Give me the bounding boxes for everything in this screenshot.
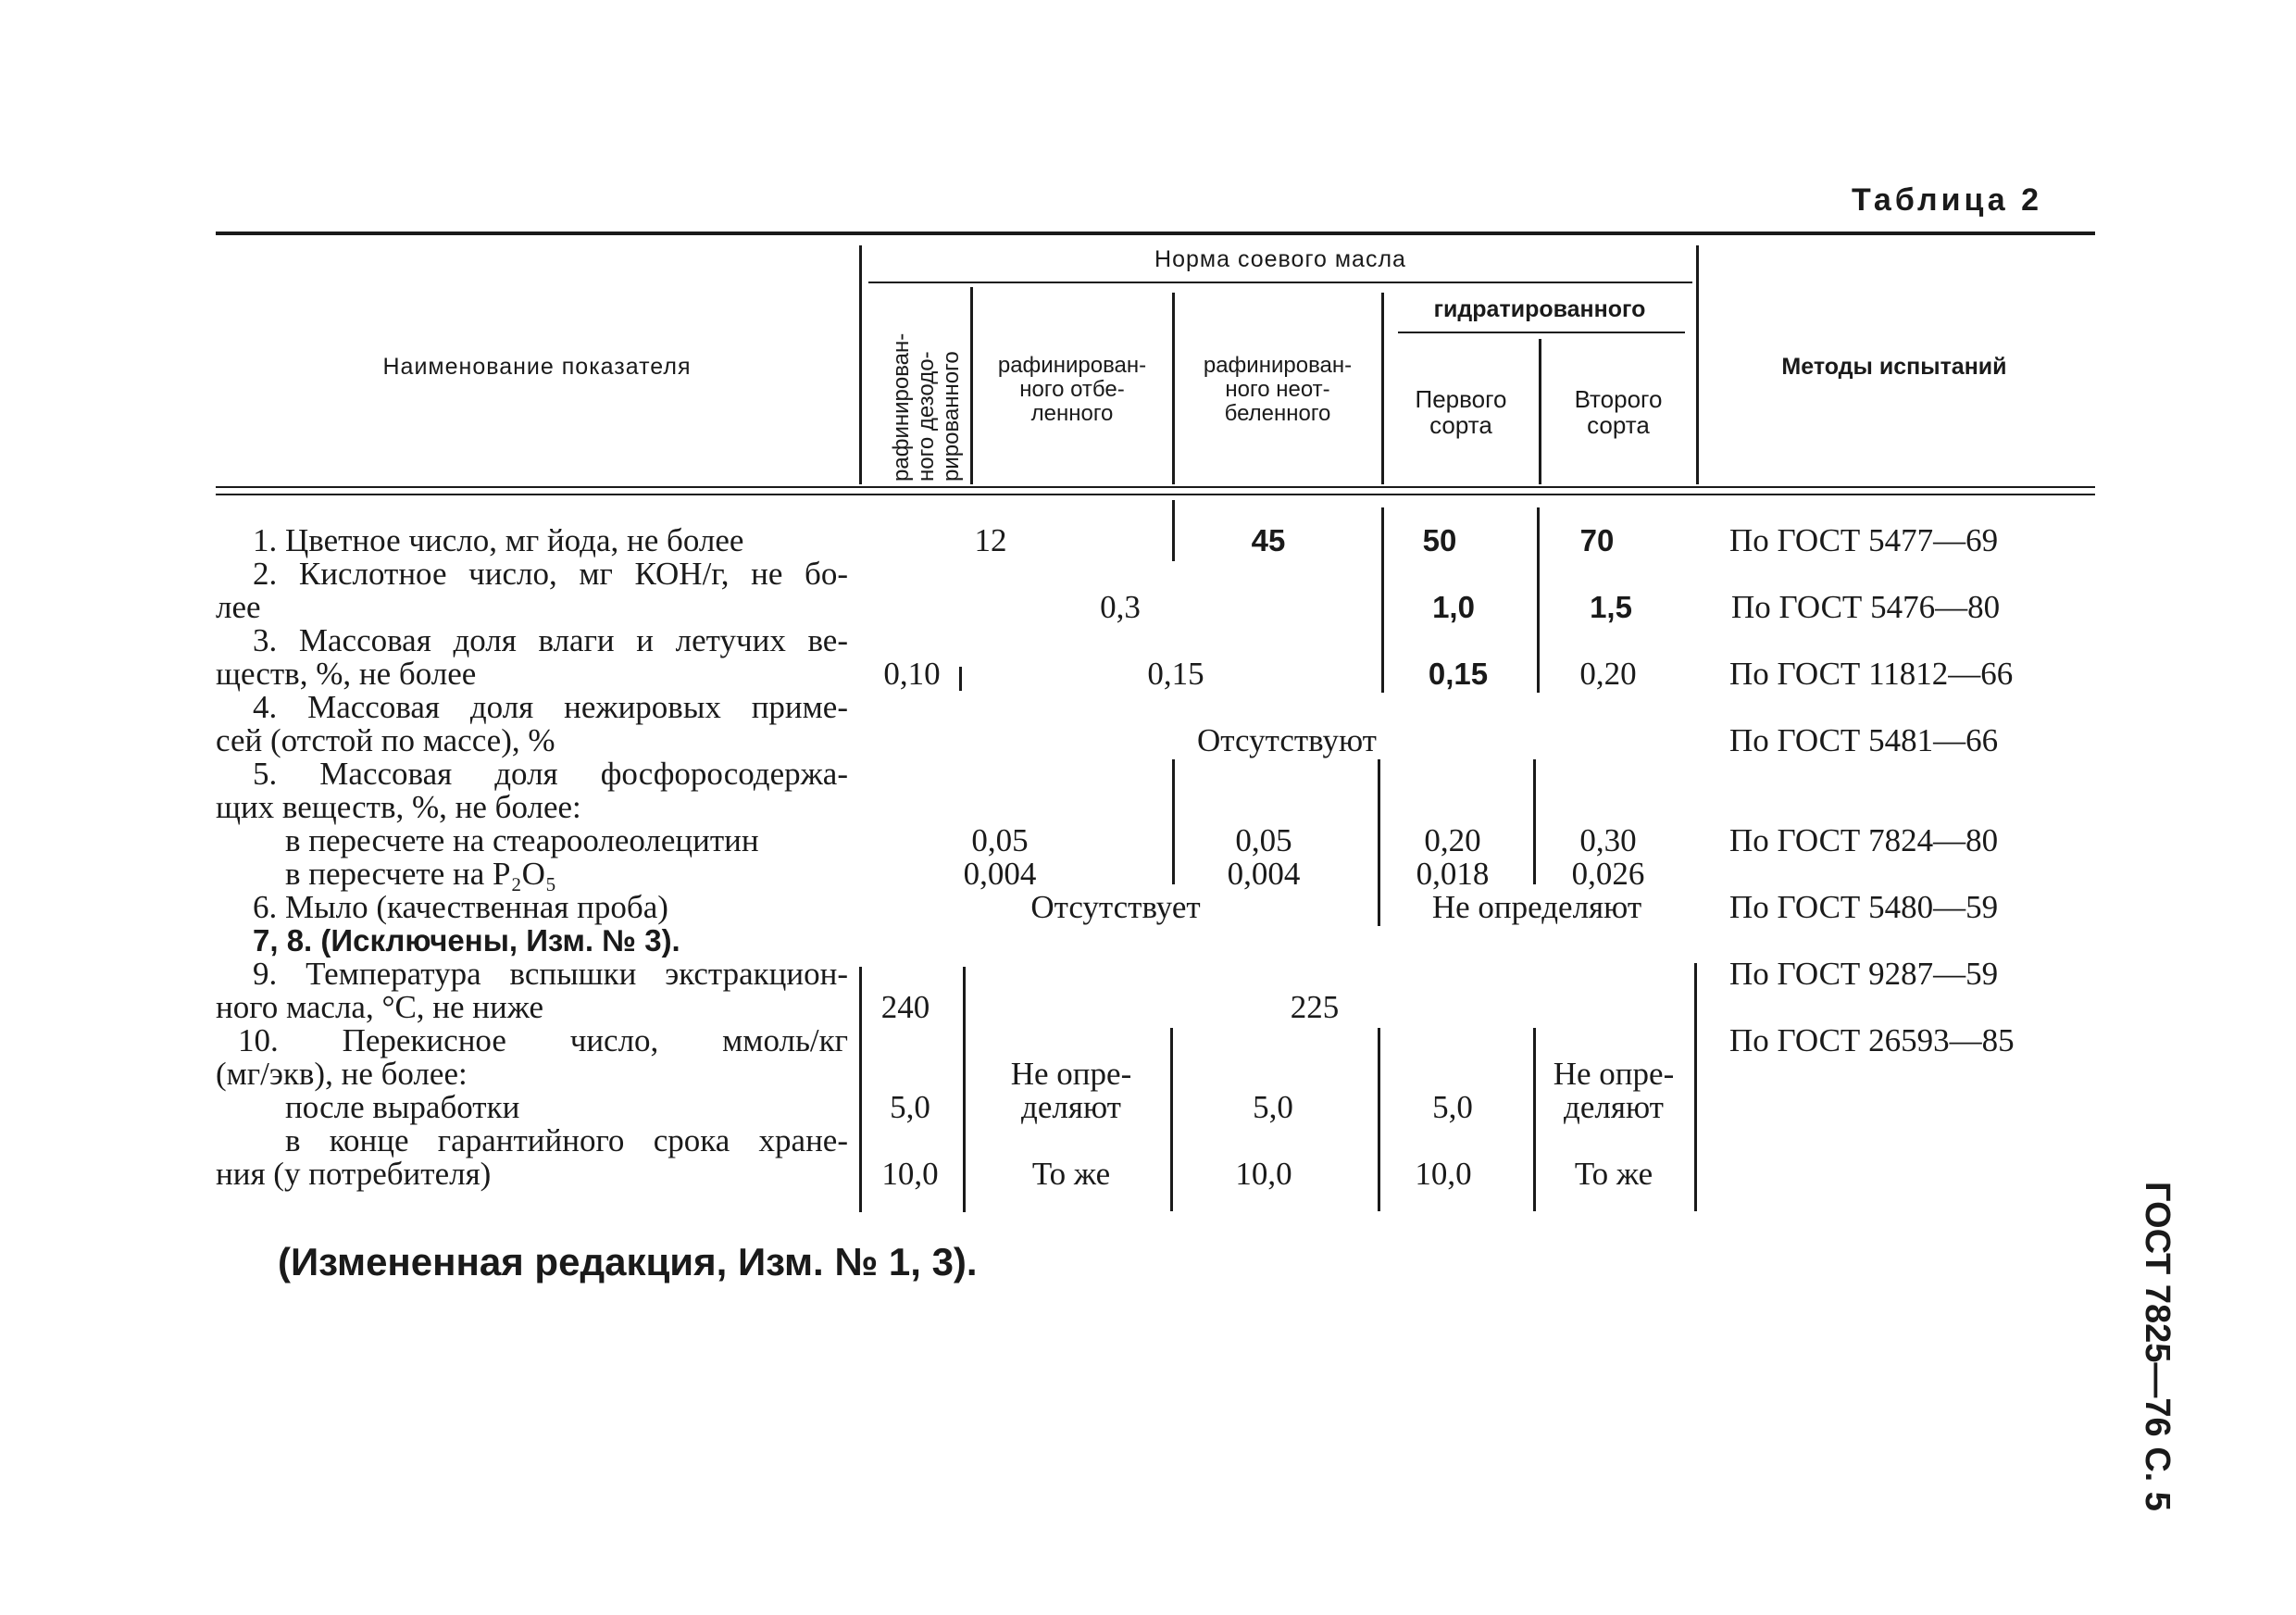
body-vline-r1-a [1172,500,1175,561]
header-methods: Методы испытаний [1781,354,2007,380]
row5-name-line2: щих веществ, %, не более: [216,789,581,825]
row10-np-col5-line2: деляют [1564,1089,1664,1125]
body-vline-r9-a [859,967,862,1212]
row3-value-col23: 0,15 [1147,656,1204,692]
row5-method: По ГОСТ 7824—80 [1729,822,1999,858]
row3-name-line1: 3. Массовая доля влаги и летучих ве- [253,622,848,658]
row6-name: 6. Мыло (качественная проба) [253,889,668,925]
row1-value-col4: 50 [1422,523,1457,557]
row5-a-col3: 0,05 [1235,822,1292,858]
row5-b-col4: 0,018 [1416,856,1490,892]
row9-method: По ГОСТ 9287—59 [1729,956,1999,992]
indicator-column [216,524,848,1191]
row10-sub2-line2: ния (у потребителя) [216,1156,492,1192]
header-col3-line1: рафинирован- [1203,353,1353,378]
row78-name: 7, 8. (Исключены, Изм. № 3). [253,923,680,958]
header-col3 [1176,354,1379,426]
row10-b-col1: 10,0 [881,1156,939,1192]
header-col3-line2: ного неот- [1225,377,1330,402]
header-col1-line1: рафинирован- [889,332,914,482]
table-top-rule [216,232,2095,235]
row10-a-col3: 5,0 [1253,1089,1293,1125]
body-vline-r9-b [963,967,966,1212]
row10-name-line2: (мг/экв), не более: [216,1056,468,1092]
row10-np-col2-line1: Не опре- [1010,1056,1132,1092]
header-col2-line2: ного отбе- [1019,377,1125,402]
side-doc-label: ГОСТ 7825—76 С. 5 [2138,1182,2177,1511]
norm-underline [868,282,1692,283]
row2-name-line1: 2. Кислотное число, мг КОН/г, не бо- [253,556,848,592]
body-vline-r10-b [1378,1028,1380,1211]
row2-name-line2: лее [216,589,261,625]
row10-sub2-line1: в конце гарантийного срока хране- [285,1122,848,1158]
hydrated-underline [1398,332,1685,333]
row2-value-col4: 1,0 [1432,590,1475,624]
header-col1 [889,296,964,482]
row6-value-col45: Не определяют [1431,889,1642,925]
row5-b-col5: 0,026 [1571,856,1645,892]
header-col5 [1542,386,1694,438]
row10-b-col5: То же [1574,1156,1653,1192]
row10-b-col2: То же [1031,1156,1111,1192]
row1-name: 1. Цветное число, мг йода, не более [253,522,744,558]
row9-value-col1: 240 [880,989,930,1025]
row6-value-col123: Отсутствует [1030,889,1201,925]
row3-value-col4: 0,15 [1428,657,1489,691]
row5-b-col3: 0,004 [1227,856,1301,892]
row2-method: По ГОСТ 5476—80 [1731,589,2001,625]
row1-value-col5: 70 [1579,523,1615,557]
row4-name-line2: сей (отстой по массе), % [216,722,555,758]
row5-sub2: в пересчете на P₂O₅ [285,856,557,892]
row9-name-line2: ного масла, °С, не ниже [216,989,544,1025]
header-col4-line1: Первого [1415,385,1507,413]
header-col4 [1385,386,1537,438]
header-col2 [974,354,1170,426]
row10-sub1: после выработки [285,1089,520,1125]
header-col5-line1: Второго [1574,385,1663,413]
row3-value-col1: 0,10 [883,656,941,692]
amendment-note: (Измененная редакция, Изм. № 1, 3). [278,1240,978,1283]
header-vline-2 [970,287,973,484]
header-col2-line1: рафинирован- [997,353,1147,378]
header-norm: Норма соевого масла [1154,246,1406,272]
header-col4-line2: сорта [1429,411,1492,439]
body-vline-r1-b [1381,507,1384,693]
body-vline-r10-c [1533,1028,1536,1211]
row10-b-col3: 10,0 [1235,1156,1292,1192]
header-bottom-rule-1 [216,486,2095,488]
header-col5-line2: сорта [1587,411,1650,439]
row6-method: По ГОСТ 5480—59 [1729,889,1999,925]
row4-method: По ГОСТ 5481—66 [1729,722,1999,758]
header-vline-1 [859,245,862,484]
header-col3-line3: беленного [1224,401,1331,426]
row4-value-all: Отсутствуют [1197,722,1377,758]
row5-name-line1: 5. Массовая доля фосфоросодержа- [253,756,848,792]
row5-a-col4: 0,20 [1424,822,1481,858]
header-vline-3 [1172,293,1175,484]
row2-value-col123: 0,3 [1100,589,1141,625]
body-vline-r3-a [959,667,962,691]
row3-name-line2: ществ, %, не более [216,656,477,692]
body-vline-r1-c [1537,507,1540,693]
row10-name-line1: 10. Перекисное число, ммоль/кг [238,1022,848,1058]
header-vline-4 [1381,293,1384,484]
row5-sub1: в пересчете на стеароолеолецитин [285,822,759,858]
row10-np-col5-line1: Не опре- [1553,1056,1675,1092]
row5-b-col12: 0,004 [963,856,1037,892]
body-vline-r10-a [1170,1028,1173,1211]
row1-value-col12: 12 [974,522,1007,558]
row4-name-line1: 4. Массовая доля нежировых приме- [253,689,848,725]
row1-method: По ГОСТ 5477—69 [1729,522,1999,558]
row1-value-col3: 45 [1251,523,1286,557]
row10-np-col2-line2: деляют [1021,1089,1121,1125]
row10-a-col1: 5,0 [890,1089,930,1125]
row10-b-col4: 10,0 [1415,1156,1472,1192]
body-vline-r5-c [1533,759,1536,884]
row5-a-col12: 0,05 [971,822,1029,858]
body-vline-r9-c [1694,963,1697,1211]
row3-value-col5: 0,20 [1579,656,1637,692]
row10-method: По ГОСТ 26593—85 [1729,1022,2015,1058]
row9-name-line1: 9. Температура вспышки экстракцион- [253,956,848,992]
header-vline-6 [1696,245,1699,484]
row2-value-col5: 1,5 [1590,590,1632,624]
row9-value-col25: 225 [1290,989,1340,1025]
header-bottom-rule-2 [216,494,2095,495]
header-col1-line3: рированного [939,351,964,482]
body-vline-r5-b [1378,759,1380,926]
header-vline-5 [1539,339,1541,484]
body-vline-r5-a [1172,759,1175,884]
header-hydrated: гидратированного [1433,296,1646,322]
header-col1-line2: ного дезодо- [914,351,939,482]
header-indicator: Наименование показателя [382,354,692,380]
row3-method: По ГОСТ 11812—66 [1729,656,2014,692]
row5-a-col5: 0,30 [1579,822,1637,858]
row10-a-col4: 5,0 [1432,1089,1473,1125]
header-col2-line3: ленного [1030,401,1114,426]
